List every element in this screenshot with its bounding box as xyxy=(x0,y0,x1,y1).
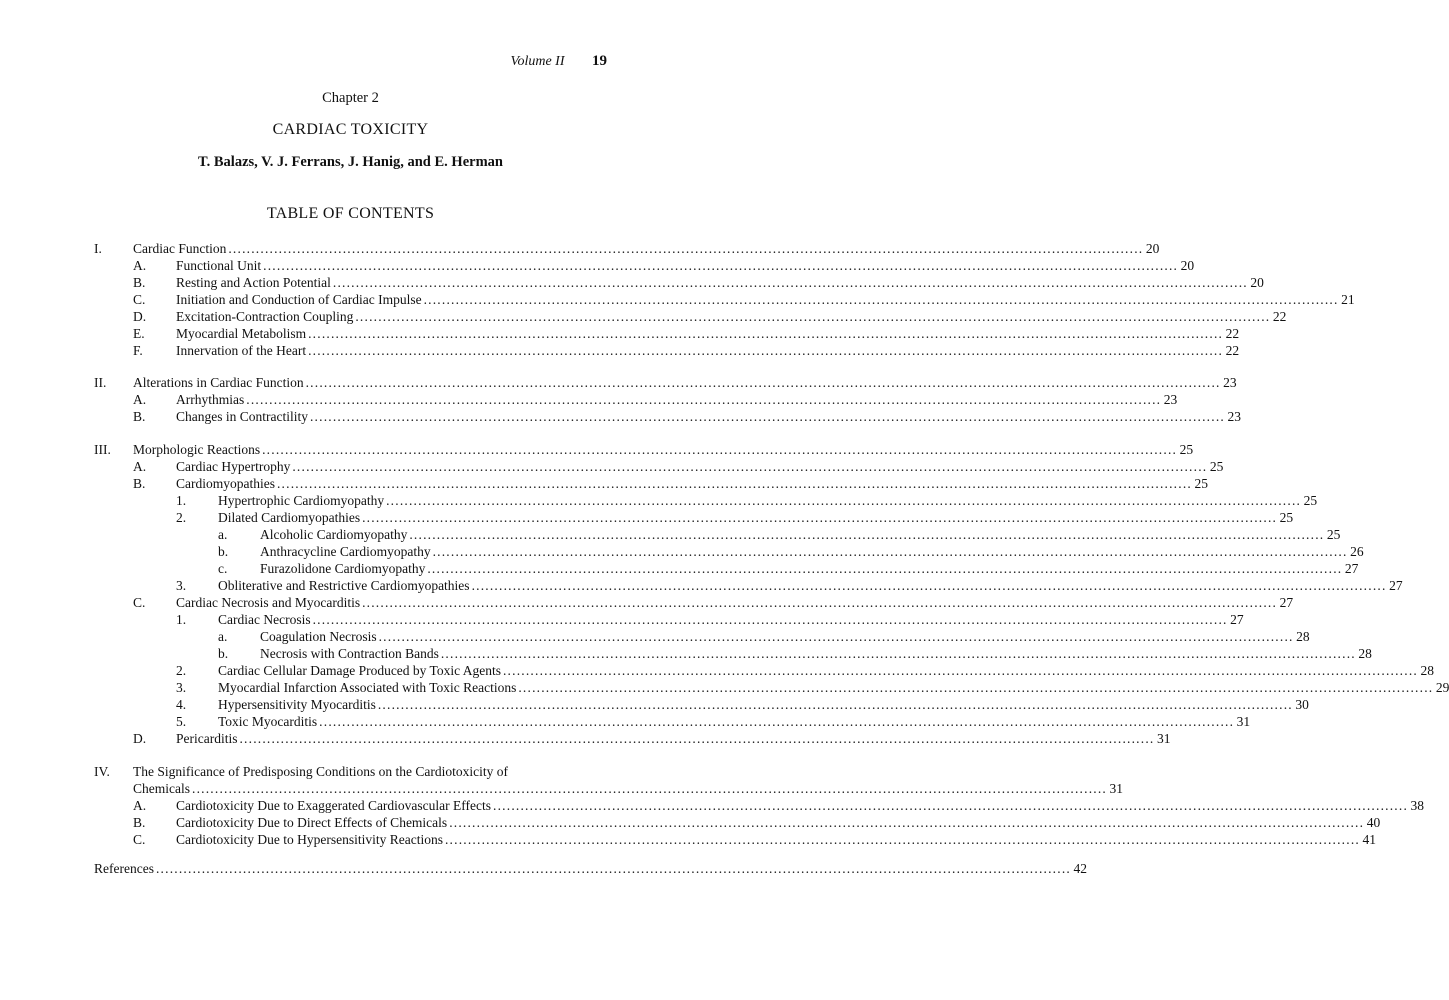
toc-entry-number: 2. xyxy=(176,510,187,525)
toc-entry-number: b. xyxy=(218,646,229,661)
toc-entry-subsection[interactable] xyxy=(0,325,1240,342)
toc-entry-page: 31 xyxy=(1109,781,1123,796)
toc-entry-title: Cardiac Necrosis xyxy=(218,612,311,627)
toc-entry-page: 25 xyxy=(1209,459,1224,474)
toc-entry-title: Cardiotoxicity Due to Exaggerated Cardiovascular Effects xyxy=(176,798,492,813)
toc-leader-dots: ........................................................................................................................................................................................................ xyxy=(471,578,1387,593)
toc-entry-references[interactable] xyxy=(0,860,1087,877)
toc-leader-dots: ........................................................................................................................................................................................................ xyxy=(440,646,1356,661)
toc-entry-number: a. xyxy=(218,629,228,644)
toc-entry-subsection[interactable] xyxy=(0,730,1171,747)
toc-leader-dots: ........................................................................................................................................................................................................ xyxy=(362,510,1278,525)
toc-leader-dots: ........................................................................................................................................................................................................ xyxy=(493,798,1409,813)
toc-entry-title: Arrhythmias xyxy=(176,392,245,407)
toc-entry-page: 25 xyxy=(1179,442,1194,457)
toc-entry-page: 25 xyxy=(1279,510,1294,525)
toc-entry-page: 20 xyxy=(1250,275,1264,290)
toc-entry-title: Obliterative and Restrictive Cardiomyopathies xyxy=(218,578,470,593)
toc-entry-title: Cardiomyopathies xyxy=(176,476,275,491)
toc-entry-number: B. xyxy=(133,476,146,491)
toc-entry-page: 25 xyxy=(1194,476,1208,491)
toc-entry-number: D. xyxy=(133,731,147,746)
toc-leader-dots: ........................................................................................................................................................................................................ xyxy=(292,459,1208,474)
toc-leader-dots: ........................................................................................................................................................................................................ xyxy=(276,476,1192,491)
toc-entry-number: C. xyxy=(133,832,146,847)
toc-entry-subitem[interactable] xyxy=(0,526,1341,543)
toc-leader-dots: ........................................................................................................................................................................................................ xyxy=(518,680,1434,695)
toc-entry-subsection[interactable] xyxy=(0,342,1240,359)
toc-leader-dots: ........................................................................................................................................................................................................ xyxy=(332,275,1248,290)
toc-entry-page: 22 xyxy=(1225,343,1240,358)
toc-entry-number: IV. xyxy=(94,764,110,779)
toc-entry-item[interactable] xyxy=(0,696,1309,713)
toc-leader-dots: ........................................................................................................................................................................................................ xyxy=(449,815,1365,830)
toc-entry-page: 27 xyxy=(1344,561,1359,576)
toc-entry-page: 23 xyxy=(1163,392,1178,407)
toc-entry-title: References xyxy=(94,861,154,876)
toc-entry-page: 29 xyxy=(1435,680,1449,695)
toc-entry-number: E. xyxy=(133,326,145,341)
toc-entry-subsection[interactable] xyxy=(0,797,1425,814)
toc-leader-dots: ........................................................................................................................................................................................................ xyxy=(423,292,1339,307)
toc-entry-page: 31 xyxy=(1156,731,1171,746)
toc-entry-section[interactable] xyxy=(0,441,1194,458)
toc-entry-subitem[interactable] xyxy=(0,543,1364,560)
toc-entry-number: B. xyxy=(133,409,146,424)
toc-leader-dots: ........................................................................................................................................................................................................ xyxy=(308,343,1224,358)
toc-entry-number: 3. xyxy=(176,578,187,593)
toc-entry-number: B. xyxy=(133,275,146,290)
toc-entry-number: 4. xyxy=(176,697,187,712)
toc-leader-dots: ........................................................................................................................................................................................................ xyxy=(378,629,1294,644)
running-head xyxy=(0,53,607,70)
toc-entry-item[interactable] xyxy=(0,492,1318,509)
toc-heading: TABLE OF CONTENTS xyxy=(266,205,435,222)
toc-leader-dots: ........................................................................................................................................................................................................ xyxy=(262,442,1178,457)
toc-entry-number: a. xyxy=(218,527,228,542)
toc-entry-title: Dilated Cardiomyopathies xyxy=(218,510,361,525)
toc-leader-dots: ........................................................................................................................................................................................................ xyxy=(409,527,1325,542)
toc-entry-number: I. xyxy=(94,241,102,256)
toc-entry-number: 1. xyxy=(176,612,187,627)
toc-entry-number: A. xyxy=(133,798,147,813)
toc-entry-section-continued[interactable] xyxy=(0,780,1123,797)
toc-entry-page: 25 xyxy=(1326,527,1341,542)
toc-entry-number: 5. xyxy=(176,714,187,729)
page-number: 19 xyxy=(592,53,607,69)
toc-entry-page: 28 xyxy=(1420,663,1434,678)
toc-entry-number: A. xyxy=(133,459,147,474)
toc-entry-page: 27 xyxy=(1389,578,1403,593)
toc-entry-title: Myocardial Infarction Associated with Toxic Reactions xyxy=(218,680,517,695)
toc-entry-title: Changes in Contractility xyxy=(176,409,308,424)
toc-entry-subsection[interactable] xyxy=(0,391,1178,408)
toc-entry-title: Cardiac Necrosis and Myocarditis xyxy=(176,595,361,610)
toc-leader-dots: ........................................................................................................................................................................................................ xyxy=(263,258,1179,273)
toc-entry-subitem[interactable] xyxy=(0,645,1372,662)
toc-entry-number: B. xyxy=(133,815,146,830)
toc-entry-number: A. xyxy=(133,392,147,407)
toc-entry-subsection[interactable] xyxy=(0,308,1287,325)
toc-entry-number: C. xyxy=(133,292,146,307)
toc-entry-section[interactable] xyxy=(0,374,1237,391)
toc-entry-page: 28 xyxy=(1358,646,1372,661)
chapter-authors: T. Balazs, V. J. Ferrans, J. Hanig, and E. Herman xyxy=(198,154,503,170)
toc-entry-page: 30 xyxy=(1295,697,1309,712)
toc-leader-dots: ........................................................................................................................................................................................................ xyxy=(319,714,1235,729)
toc-leader-dots: ........................................................................................................................................................................................................ xyxy=(228,241,1144,256)
toc-entry-number: c. xyxy=(218,561,228,576)
volume-label: Volume II xyxy=(510,54,565,69)
toc-entry-subitem[interactable] xyxy=(0,628,1310,645)
toc-entry-title: Innervation of the Heart xyxy=(176,343,307,358)
toc-leader-dots: ........................................................................................................................................................................................................ xyxy=(192,781,1107,796)
toc-entry-number: D. xyxy=(133,309,147,324)
toc-entry-page: 40 xyxy=(1366,815,1381,830)
toc-entry-subsection[interactable] xyxy=(0,291,1355,308)
toc-entry-page: 20 xyxy=(1145,241,1160,256)
toc-entry-title: The Significance of Predisposing Conditions on the Cardiotoxicity of xyxy=(133,764,508,779)
toc-leader-dots: ........................................................................................................................................................................................................ xyxy=(427,561,1343,576)
toc-entry-title: Toxic Myocarditis xyxy=(218,714,318,729)
toc-leader-dots: ........................................................................................................................................................................................................ xyxy=(377,697,1293,712)
toc-entry-subsection[interactable] xyxy=(0,475,1208,492)
toc-entry-number: 3. xyxy=(176,680,187,695)
toc-entry-title: Alcoholic Cardiomyopathy xyxy=(260,527,408,542)
toc-entry-subitem[interactable] xyxy=(0,560,1359,577)
toc-entry-item[interactable] xyxy=(0,713,1251,730)
toc-entry-page: 41 xyxy=(1362,832,1376,847)
toc-entry-page: 23 xyxy=(1227,409,1241,424)
toc-leader-dots: ........................................................................................................................................................................................................ xyxy=(355,309,1271,324)
toc-entry-page: 26 xyxy=(1350,544,1364,559)
toc-entry-number: 2. xyxy=(176,663,187,678)
toc-entry-item[interactable] xyxy=(0,679,1449,696)
toc-entry-title: Cardiotoxicity Due to Direct Effects of Chemicals xyxy=(176,815,448,830)
toc-entry-subsection[interactable] xyxy=(0,458,1224,475)
toc-leader-dots: ........................................................................................................................................................................................................ xyxy=(246,392,1162,407)
toc-leader-dots: ........................................................................................................................................................................................................ xyxy=(308,326,1224,341)
toc-entry-subsection[interactable] xyxy=(0,594,1294,611)
toc-entry-number: b. xyxy=(218,544,229,559)
toc-entry-title: Functional Unit xyxy=(176,258,262,273)
toc-entry-title: Morphologic Reactions xyxy=(133,442,261,457)
toc-entry-subsection[interactable] xyxy=(0,257,1195,274)
toc-entry-title: Cardiac Function xyxy=(133,241,227,256)
toc-leader-dots: ........................................................................................................................................................................................................ xyxy=(305,375,1221,390)
toc-entry-page: 21 xyxy=(1341,292,1355,307)
toc-leader-dots: ........................................................................................................................................................................................................ xyxy=(312,612,1228,627)
toc-entry-page: 28 xyxy=(1296,629,1310,644)
toc-leader-dots: ........................................................................................................................................................................................................ xyxy=(444,832,1360,847)
toc-entry-item[interactable] xyxy=(0,509,1294,526)
toc-entry-item[interactable] xyxy=(0,662,1434,679)
toc-entry-title: Necrosis with Contraction Bands xyxy=(260,646,439,661)
toc-entry-page: 38 xyxy=(1410,798,1425,813)
toc-entry-title: Hypertrophic Cardiomyopathy xyxy=(218,493,385,508)
toc-entry-item[interactable] xyxy=(0,577,1403,594)
toc-entry-page: 20 xyxy=(1180,258,1195,273)
toc-leader-dots: ........................................................................................................................................................................................................ xyxy=(155,861,1071,876)
toc-leader-dots: ........................................................................................................................................................................................................ xyxy=(239,731,1155,746)
toc-entry-section[interactable] xyxy=(0,763,701,780)
toc-entry-page: 27 xyxy=(1230,612,1244,627)
toc-entry-title: Coagulation Necrosis xyxy=(260,629,377,644)
toc-entry-title: Cardiac Cellular Damage Produced by Toxic Agents xyxy=(218,663,501,678)
toc-entry-subsection[interactable] xyxy=(0,831,1376,848)
toc-entry-title: Cardiotoxicity Due to Hypersensitivity Reactions xyxy=(176,832,443,847)
chapter-label: Chapter 2 xyxy=(322,90,379,106)
toc-entry-number: II. xyxy=(94,375,107,390)
toc-leader-dots: ........................................................................................................................................................................................................ xyxy=(386,493,1302,508)
toc-leader-dots: ........................................................................................................................................................................................................ xyxy=(362,595,1278,610)
toc-entry-page: 27 xyxy=(1279,595,1294,610)
toc-entry-title: Initiation and Conduction of Cardiac Impulse xyxy=(176,292,422,307)
toc-entry-subsection[interactable] xyxy=(0,274,1264,291)
toc-entry-number: A. xyxy=(133,258,147,273)
toc-entry-subsection[interactable] xyxy=(0,408,1241,425)
toc-leader-dots: ........................................................................................................................................................................................................ xyxy=(432,544,1348,559)
toc-entry-title: Furazolidone Cardiomyopathy xyxy=(260,561,426,576)
toc-entry-title: Hypersensitivity Myocarditis xyxy=(218,697,376,712)
toc-entry-page: 23 xyxy=(1223,375,1237,390)
toc-entry-title: Cardiac Hypertrophy xyxy=(176,459,291,474)
toc-entry-number: F. xyxy=(133,343,143,358)
toc-entry-subsection[interactable] xyxy=(0,814,1381,831)
toc-entry-section[interactable] xyxy=(0,240,1160,257)
chapter-title: CARDIAC TOXICITY xyxy=(272,121,429,138)
toc-entry-page: 22 xyxy=(1272,309,1287,324)
toc-entry-page: 31 xyxy=(1236,714,1251,729)
toc-entry-title: Alterations in Cardiac Function xyxy=(133,375,304,390)
toc-entry-number: C. xyxy=(133,595,146,610)
toc-entry-number: 1. xyxy=(176,493,187,508)
toc-entry-number: III. xyxy=(94,442,111,457)
toc-entry-page: 25 xyxy=(1303,493,1318,508)
toc-entry-title: Pericarditis xyxy=(176,731,238,746)
toc-entry-title: Anthracycline Cardiomyopathy xyxy=(260,544,431,559)
toc-entry-page: 42 xyxy=(1073,861,1087,876)
toc-entry-title: Chemicals xyxy=(133,781,190,796)
toc-entry-title: Resting and Action Potential xyxy=(176,275,331,290)
toc-leader-dots: ........................................................................................................................................................................................................ xyxy=(502,663,1418,678)
toc-entry-title: Excitation-Contraction Coupling xyxy=(176,309,354,324)
toc-entry-title: Myocardial Metabolism xyxy=(176,326,307,341)
toc-leader-dots: ........................................................................................................................................................................................................ xyxy=(309,409,1225,424)
toc-entry-item[interactable] xyxy=(0,611,1244,628)
toc-entry-page: 22 xyxy=(1225,326,1240,341)
